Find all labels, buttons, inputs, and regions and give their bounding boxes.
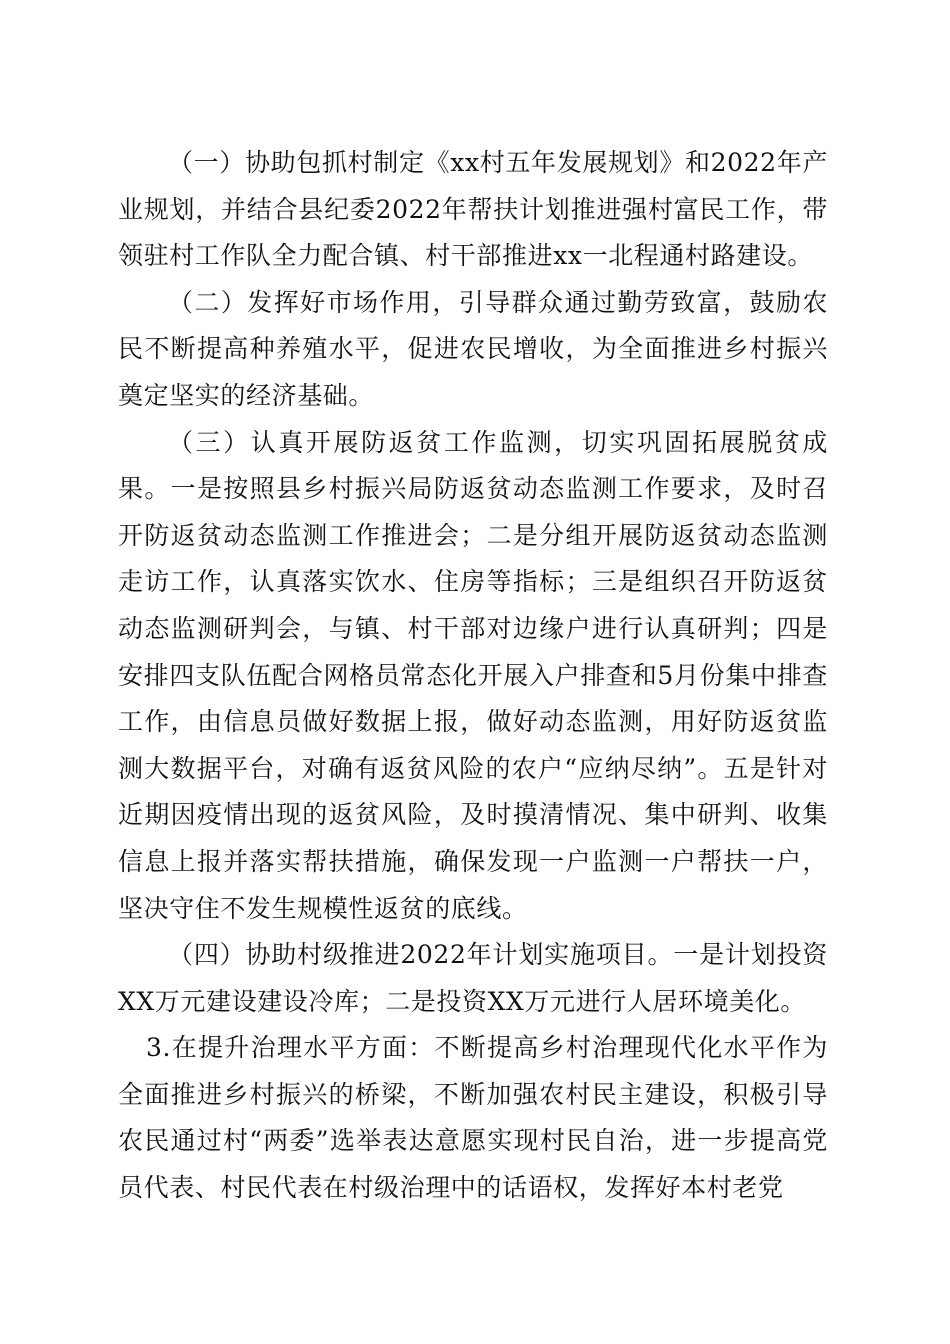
paragraph-3: （三）认真开展防返贫工作监测，切实巩固拓展脱贫成果。一是按照县乡村振兴局防返贫动态监测工作要求，及时召开防返贫动态监测工作推进会；二是分组开展防返贫动态监测走访工作，认真落实饮水、住房等指标；三是组织召开防返贫动态监测研判会，与镇、村干部对边缘户进行认真研判；四是安排四支队伍配合网格员常态化开展入户排查和5月份集中排查工作，由信息员做好数据上报，做好动态监测，用好防返贫监测大数据平台，对确有返贫风险的农户“应纳尽纳”。五是针对近期因疫情出现的返贫风险，及时摸清情况、集中研判、收集信息上报并落实帮扶措施，确保发现一户监测一户帮扶一户，坚决守住不发生规模性返贫的底线。 bbox=[118, 427, 828, 923]
paragraph-4: （四）协助村级推进2022年计划实施项目。一是计划投资XX万元建设建设冷库；二是投资XX万元进行人居环境美化。 bbox=[118, 940, 828, 1016]
document-body bbox=[118, 140, 828, 1212]
paragraph-5: 3.在提升治理水平方面：不断提高乡村治理现代化水平作为全面推进乡村振兴的桥梁，不断加强农村民主建设，积极引导农民通过村“两委”选举表达意愿实现村民自治，进一步提高党员代表、村民代表在村级治理中的话语权，发挥好本村老党 bbox=[118, 1033, 828, 1203]
paragraph-1: （一）协助包抓村制定《xx村五年发展规划》和2022年产业规划，并结合县纪委2022年帮扶计划推进强村富民工作，带领驻村工作队全力配合镇、村干部推进xx一北程通村路建设。 bbox=[118, 148, 828, 271]
paragraph-2: （二）发挥好市场作用，引导群众通过勤劳致富，鼓励农民不断提高种养殖水平，促进农民增收，为全面推进乡村振兴奠定坚实的经济基础。 bbox=[118, 287, 828, 410]
